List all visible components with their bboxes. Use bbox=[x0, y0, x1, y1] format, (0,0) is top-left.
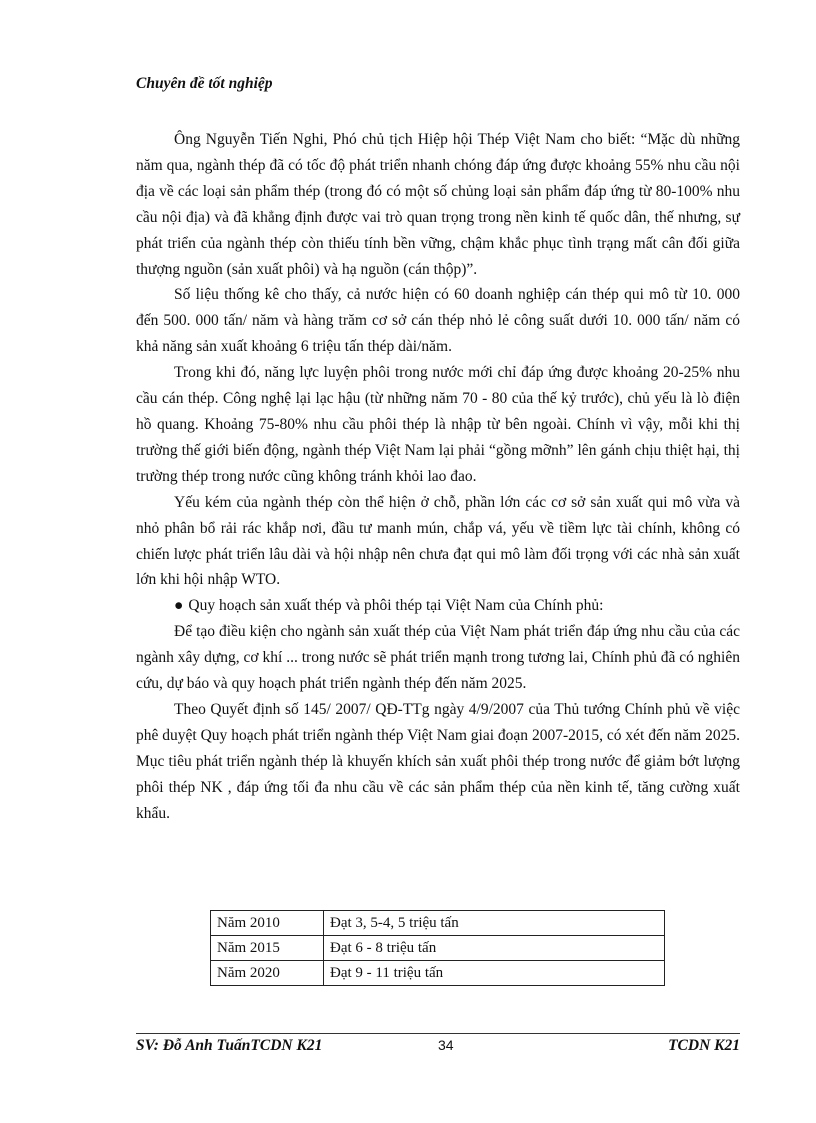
footer-divider bbox=[136, 1033, 740, 1034]
paragraph: Yếu kém của ngành thép còn thể hiện ở chỗ, phần lớn các cơ sở sản xuất qui mô vừa và nhỏ phân bổ rải rác khắp nơi, đầu tư manh mún, chắp vá, yếu về tiềm lực tài chính, không có chiến lược phát triển lâu dài và hội nhập nên chưa đạt qui mô làm đối trọng với các nhà sản xuất lớn khi hội nhập WTO. bbox=[136, 493, 740, 589]
bullet-item bbox=[136, 593, 740, 619]
bullet-text: Quy hoạch sản xuất thép và phôi thép tại Việt Nam của Chính phủ: bbox=[188, 597, 604, 615]
table-cell-year: Năm 2015 bbox=[211, 936, 324, 961]
table-cell-year: Năm 2020 bbox=[211, 961, 324, 986]
paragraph: Ông Nguyễn Tiến Nghi, Phó chủ tịch Hiệp hội Thép Việt Nam cho biết: “Mặc dù những năm qua, ngành thép đã có tốc độ phát triển nhanh chóng đáp ứng được khoảng 55% nhu cầu nội địa về các loại sản phẩm thép (trong đó có một số chủng loại sản phẩm đáp ứng từ 80-100% nhu cầu nội địa) và đã khẳng định được vai trò quan trọng trong nền kinh tế quốc dân, thế nhưng, sự phát triển của ngành thép còn thiếu tính bền vững, chậm khắc phục tình trạng mất cân đối giữa thượng nguồn (sản xuất phôi) và hạ nguồn (cán thộp)”. bbox=[136, 131, 740, 278]
footer-author: SV: Đỗ Anh TuấnTCDN K21 bbox=[136, 1037, 323, 1054]
table-cell-target: Đạt 9 - 11 triệu tấn bbox=[324, 961, 665, 986]
footer-class: TCDN K21 bbox=[668, 1037, 740, 1054]
table-row bbox=[211, 961, 665, 986]
table-row bbox=[211, 936, 665, 961]
document-footer bbox=[136, 1037, 740, 1059]
paragraph: Để tạo điều kiện cho ngành sản xuất thép của Việt Nam phát triển đáp ứng nhu cầu của các ngành xây dựng, cơ khí ... trong nước sẽ phát triển mạnh trong tương lai, Chính phủ đã có nghiên cứu, dự báo và quy hoạch phát triển ngành thép đến năm 2025. bbox=[136, 623, 740, 693]
table-cell-target: Đạt 3, 5-4, 5 triệu tấn bbox=[324, 911, 665, 936]
table-cell-target: Đạt 6 - 8 triệu tấn bbox=[324, 936, 665, 961]
paragraph: Số liệu thống kê cho thấy, cả nước hiện có 60 doanh nghiệp cán thép qui mô từ 10. 000 đến 500. 000 tấn/ năm và hàng trăm cơ sở cán thép nhỏ lẻ công suất dưới 10. 000 tấn/ năm có khả năng sản xuất khoảng 6 triệu tấn thép dài/năm. bbox=[136, 286, 740, 356]
paragraph: Trong khi đó, năng lực luyện phôi trong nước mới chỉ đáp ứng được khoảng 20-25% nhu cầu cán thép. Công nghệ lại lạc hậu (từ những năm 70 - 80 của thế kỷ trước), chủ yếu là lò điện hồ quang. Khoảng 75-80% nhu cầu phôi thép là nhập từ bên ngoài. Chính vì vậy, mỗi khi thị trường thế giới biến động, ngành thép Việt Nam lại phải “gồng mỡnh” lên gánh chịu thiệt hại, thị trường thép trong nước cũng không tránh khỏi lao đao. bbox=[136, 364, 740, 485]
paragraph: Theo Quyết định số 145/ 2007/ QĐ-TTg ngày 4/9/2007 của Thủ tướng Chính phủ về việc phê duyệt Quy hoạch phát triển ngành thép Việt Nam giai đoạn 2007-2015, có xét đến năm 2025. Mục tiêu phát triển ngành thép là khuyến khích sản xuất phôi thép trong nước để giảm bớt lượng phôi thép NK , đáp ứng tối đa nhu cầu về các sản phẩm thép của nền kinh tế, tăng cường xuất khẩu. bbox=[136, 700, 740, 822]
table-row bbox=[211, 911, 665, 936]
production-targets-table bbox=[210, 910, 665, 986]
page-number: 34 bbox=[438, 1037, 454, 1053]
bullet-icon: ● bbox=[174, 597, 184, 615]
document-body bbox=[136, 127, 740, 826]
table-cell-year: Năm 2010 bbox=[211, 911, 324, 936]
document-header: Chuyên đề tốt nghiệp bbox=[136, 75, 273, 92]
